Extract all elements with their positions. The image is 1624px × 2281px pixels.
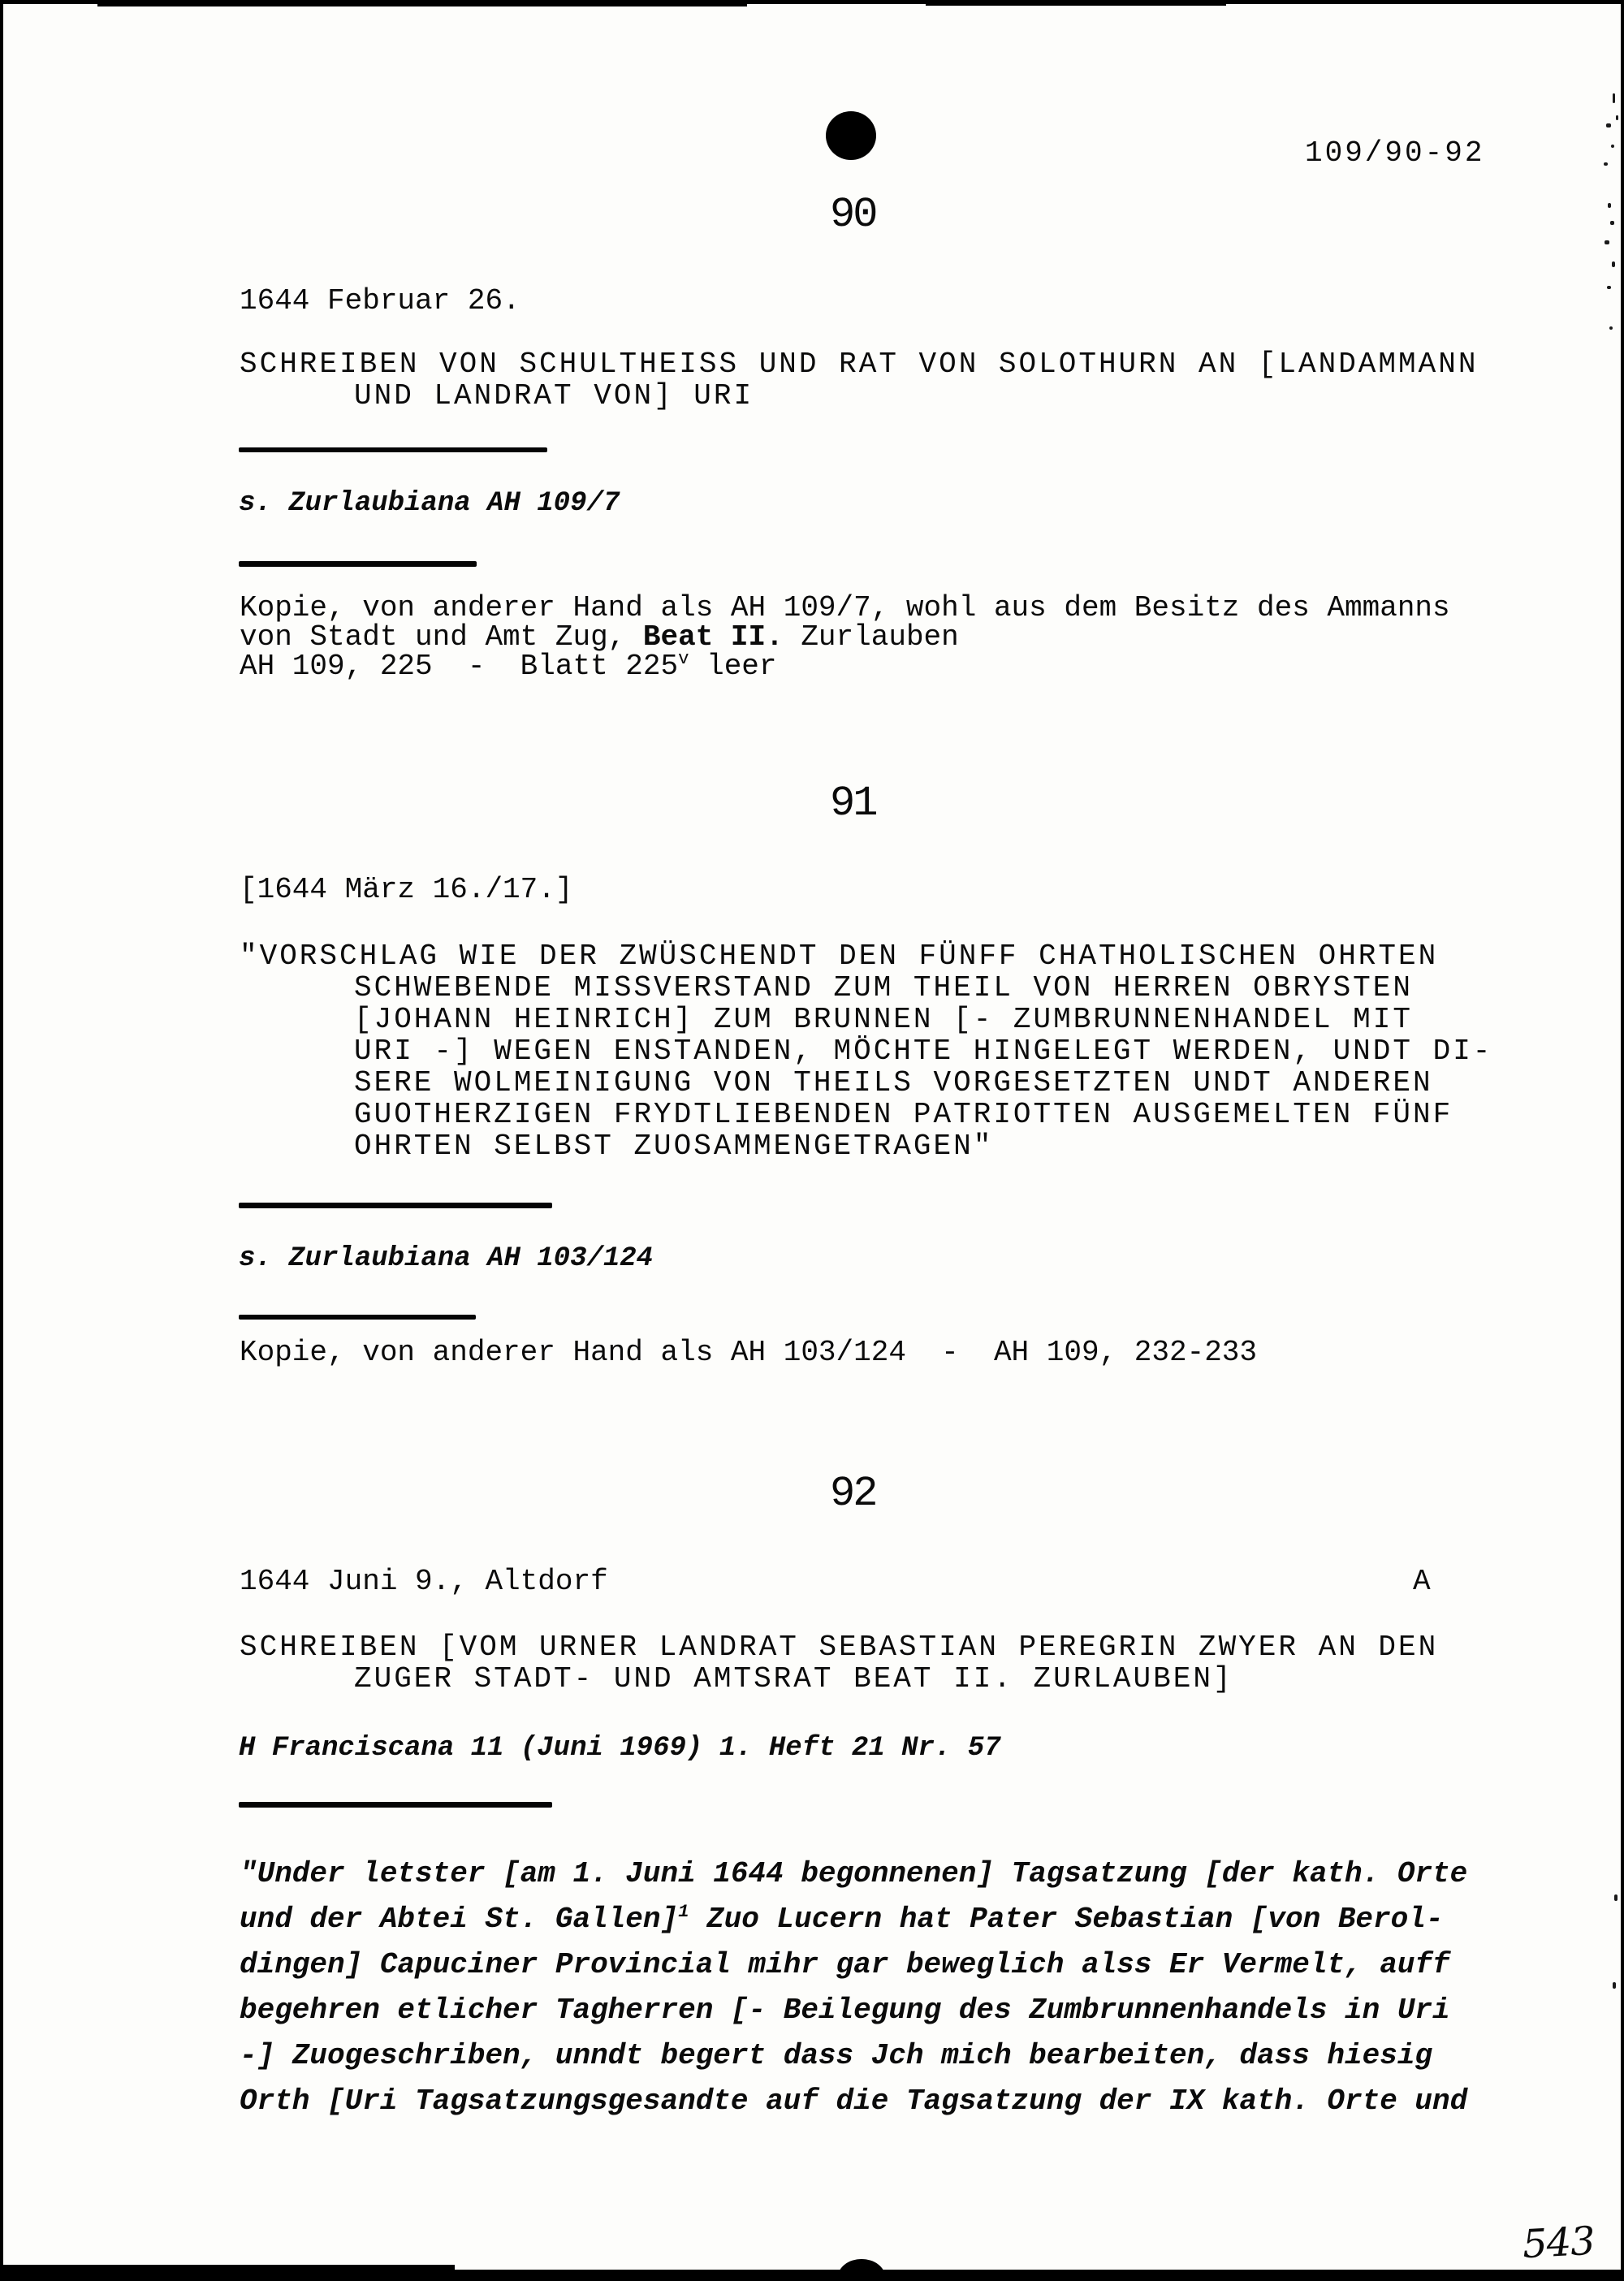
quote-text: Zuo Lucern hat Pater Sebastian [von bbox=[689, 1903, 1338, 1936]
page-border-top-thick bbox=[97, 0, 747, 6]
entry-91-title-line5: SERE WOLMEINIGUNG VON THEILS VORGESETZTEN UNDT ANDEREN bbox=[354, 1066, 1433, 1099]
entry-number-92: 92 bbox=[830, 1470, 876, 1518]
scan-speck bbox=[1605, 240, 1609, 244]
entry-91-title-line4: URI -] WEGEN ENSTANDEN, MÖCHTE HINGELEGT WERDEN, UNDT DI- bbox=[354, 1035, 1493, 1068]
entry-number-91: 91 bbox=[830, 780, 876, 827]
entry-90-title bbox=[240, 348, 1478, 412]
note-bold-name: Beat II. bbox=[642, 620, 784, 654]
scan-speck bbox=[1604, 162, 1608, 166]
separator-rule bbox=[239, 1802, 552, 1808]
quote-bold-name: Berol- bbox=[1337, 1903, 1444, 1936]
entry-90-note-line3 bbox=[240, 648, 1450, 683]
entry-90-note-line1: Kopie, von anderer Hand als AH 109/7, wohl aus dem Besitz des Ammanns bbox=[240, 591, 1450, 624]
note-text: Zurlauben bbox=[783, 620, 959, 654]
entry-91-title-line6: GUOTHERZIGEN FRYDTLIEBENDEN PATRIOTTEN AUSGEMELTEN FÜNF bbox=[354, 1098, 1453, 1131]
scan-speck bbox=[1606, 123, 1611, 127]
separator-rule bbox=[239, 1315, 476, 1320]
entry-92-title-line2: ZUGER STADT- UND AMTSRAT BEAT II. ZURLAUBEN] bbox=[354, 1662, 1233, 1696]
quote-line6: Orth [Uri Tagsatzungsgesandte auf die Tagsatzung der IX kath. Orte und bbox=[240, 2084, 1468, 2118]
entry-90-date: 1644 Februar 26. bbox=[240, 284, 520, 318]
registration-dot-top bbox=[826, 111, 876, 160]
scan-speck bbox=[1616, 115, 1618, 120]
entry-92-title bbox=[240, 1631, 1438, 1695]
entry-91-title-line1: "VORSCHLAG WIE DER ZWÜSCHENDT DEN FÜNFF CHATHOLISCHEN OHRTEN bbox=[240, 940, 1439, 973]
scan-speck bbox=[1613, 1982, 1616, 1989]
footnote-marker: 1 bbox=[678, 1901, 689, 1922]
note-text: AH 109, 225 - Blatt 225 bbox=[240, 650, 679, 683]
entry-92-version-letter: A bbox=[1413, 1565, 1431, 1598]
entry-92-date: 1644 Juni 9., Altdorf bbox=[240, 1565, 608, 1598]
note-text: von Stadt und Amt Zug, bbox=[240, 620, 643, 654]
handwritten-page-number: 543 bbox=[1521, 2218, 1596, 2268]
quote-text: und der Abtei St. Gallen] bbox=[240, 1903, 679, 1936]
quote-line2 bbox=[240, 1897, 1467, 1942]
separator-rule bbox=[239, 561, 477, 567]
catalog-reference: 109/90-92 bbox=[1305, 136, 1485, 170]
entry-91-title-line7: OHRTEN SELBST ZUOSAMMENGETRAGEN" bbox=[354, 1130, 994, 1163]
scan-speck bbox=[1614, 1894, 1618, 1901]
entry-number-90: 90 bbox=[830, 191, 876, 239]
separator-rule bbox=[239, 447, 547, 452]
scan-speck bbox=[1610, 221, 1614, 225]
scan-speck bbox=[1608, 203, 1611, 208]
entry-91-title-line2: SCHWEBENDE MISSVERSTAND ZUM THEIL VON HERREN OBRYSTEN bbox=[354, 971, 1413, 1004]
entry-90-title-line2: UND LANDRAT VON] URI bbox=[354, 379, 754, 413]
entry-92-source-reference: H Franciscana 11 (Juni 1969) 1. Heft 21 Nr. 57 bbox=[239, 1733, 1001, 1764]
page-border-top-thick2 bbox=[926, 0, 1226, 6]
entry-90-note-line2 bbox=[240, 620, 1450, 654]
page-border-right bbox=[1621, 0, 1624, 2281]
note-text: leer bbox=[689, 650, 777, 683]
entry-91-date: [1644 März 16./17.] bbox=[240, 873, 573, 906]
entry-90-source-reference: s. Zurlaubiana AH 109/7 bbox=[239, 488, 620, 519]
entry-91-source-reference: s. Zurlaubiana AH 103/124 bbox=[239, 1243, 654, 1274]
page-border-left bbox=[0, 0, 3, 2281]
page-border-bottom-thick bbox=[0, 2265, 455, 2281]
entry-90-title-line1: SCHREIBEN VON SCHULTHEISS UND RAT VON SOLOTHURN AN [LANDAMMANN bbox=[240, 348, 1479, 381]
entry-90-note bbox=[240, 591, 1450, 683]
entry-92-title-line1: SCHREIBEN [VOM URNER LANDRAT SEBASTIAN PEREGRIN ZWYER AN DEN bbox=[240, 1631, 1439, 1664]
scan-speck bbox=[1607, 286, 1611, 289]
superscript-folio-mark: v bbox=[678, 648, 689, 669]
scan-speck bbox=[1613, 93, 1615, 103]
entry-91-title-line3: [JOHANN HEINRICH] ZUM BRUNNEN [- ZUMBRUNNENHANDEL MIT bbox=[354, 1003, 1413, 1036]
quote-text: ] Capuciner Provincial mihr gar beweglich alss Er Vermelt, auff bbox=[344, 1948, 1450, 1981]
quote-bold-name: dingen bbox=[240, 1948, 345, 1981]
entry-92-quotation bbox=[240, 1851, 1467, 2124]
scan-speck bbox=[1609, 326, 1613, 330]
scan-speck bbox=[1612, 261, 1615, 267]
entry-91-title bbox=[240, 940, 1492, 1162]
scan-speck bbox=[1611, 145, 1614, 148]
registration-dot-bottom bbox=[838, 2259, 885, 2281]
quote-line4: begehren etlicher Tagherren [- Beilegung des Zumbrunnenhandels in Uri bbox=[240, 1994, 1450, 2027]
quote-line1: "Under letster [am 1. Juni 1644 begonnenen] Tagsatzung [der kath. Orte bbox=[240, 1857, 1468, 1890]
entry-91-note: Kopie, von anderer Hand als AH 103/124 - AH 109, 232-233 bbox=[240, 1336, 1258, 1369]
separator-rule bbox=[239, 1203, 552, 1208]
quote-line5: -] Zuogeschriben, unndt begert dass Jch mich bearbeiten, dass hiesig bbox=[240, 2039, 1433, 2072]
quote-line3 bbox=[240, 1942, 1467, 1988]
